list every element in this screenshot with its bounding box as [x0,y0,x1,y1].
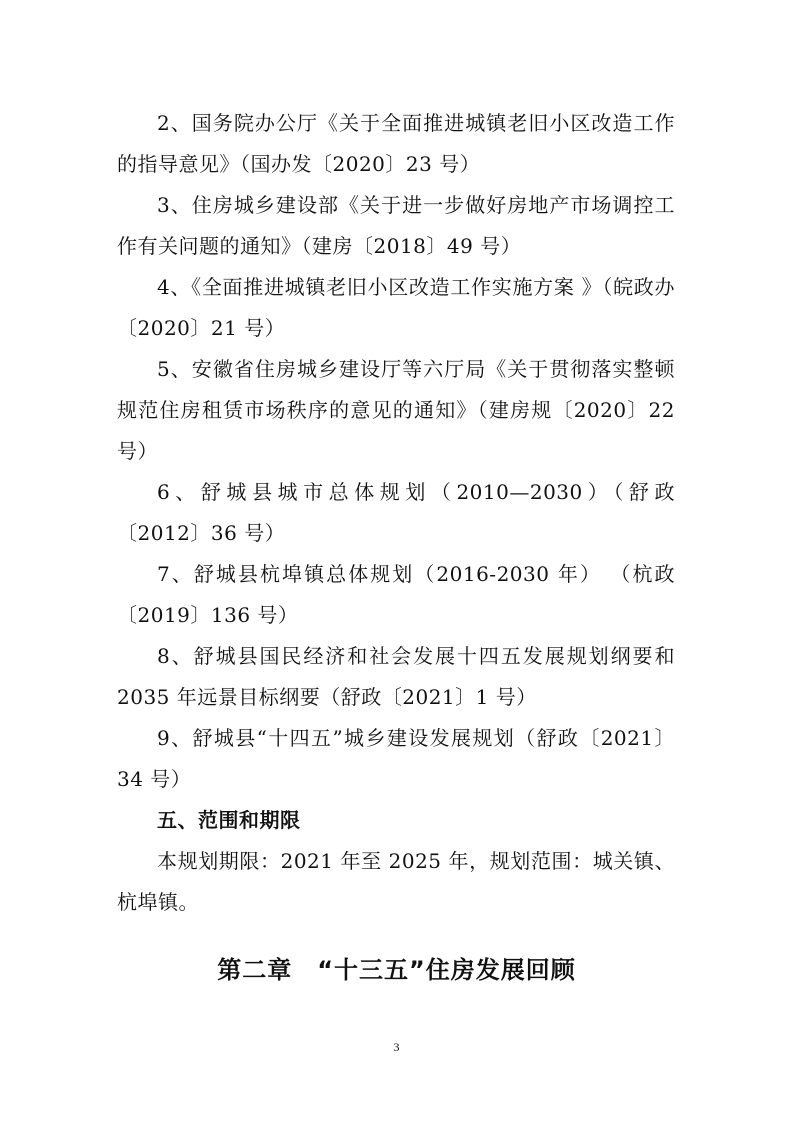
reference-item-3: 3、住房城乡建设部《关于进一步做好房地产市场调控工作有关问题的通知》（建房〔2018〕49 号） [117,193,675,258]
reference-item-5: 5、安徽省住房城乡建设厅等六厅局《关于贯彻落实整顿规范住房租赁市场秩序的意见的通知》（建房规〔2020〕22 号） [117,357,675,463]
section-heading: 五、范围和期限 [157,808,301,832]
reference-item-6: 6、舒城县城市总体规划（2010—2030）（舒政〔2012〕36 号） [117,480,675,545]
page-content [117,103,675,923]
section-body: 本规划期限：2021 年至 2025 年，规划范围：城关镇、杭埠镇。 [117,849,675,914]
reference-item-4: 4、《全面推进城镇老旧小区改造工作实施方案 》（皖政办〔2020〕21 号） [117,275,675,340]
reference-item-8: 8、舒城县国民经济和社会发展十四五发展规划纲要和2035 年远景目标纲要（舒政〔2021〕1 号） [117,644,675,709]
reference-item-2: 2、国务院办公厅《关于全面推进城镇老旧小区改造工作的指导意见》（国办发〔2020〕23 号） [117,111,675,176]
reference-item-7: 7、舒城县杭埠镇总体规划（2016-2030 年） （杭政〔2019〕136 号） [117,562,675,627]
page-number: 3 [393,1040,400,1054]
reference-item-9: 9、舒城县“十四五”城乡建设发展规划（舒政〔2021〕34 号） [117,726,675,791]
chapter-title: 第二章 “十三五”住房发展回顾 [217,956,576,984]
